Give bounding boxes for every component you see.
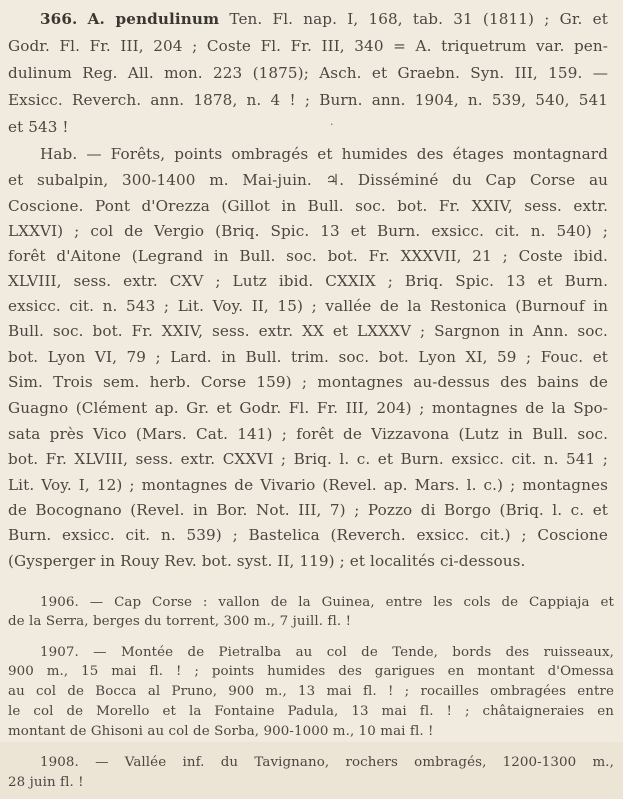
entry-line-3: dulinum Reg. All. mon. 223 (1875); Asch. et Graebn. Syn. III, 159. — <box>8 64 608 82</box>
species-name: A. pendulinum <box>87 10 220 28</box>
habitat-line-15: de Bocognano (Revel. in Bor. Not. III, 7) ; Pozzo di Borgo (Briq. l. c. et <box>8 501 608 519</box>
record-1906-line-1: 1906. — Cap Corse : vallon de la Guinea, entre les cols de Cappiaja et <box>40 595 614 610</box>
habitat-line-17: (Gysperger in Rouy Rev. bot. syst. II, 119) ; et localités ci-dessous. <box>8 552 526 570</box>
habitat-line-3: Coscione. Pont d'Orezza (Gillot in Bull. soc. bot. Fr. XXIV, sess. extr. <box>8 197 608 215</box>
habitat-line-13: bot. Fr. XLVIII, sess. extr. CXXVI ; Briq. l. c. et Burn. exsicc. cit. n. 541 ; <box>8 450 608 468</box>
habitat-line-8: Bull. soc. bot. Fr. XXIV, sess. extr. XX et LXXXV ; Sargnon in Ann. soc. <box>8 322 608 340</box>
record-1907-line-5: montant de Ghisoni au col de Sorba, 900-1000 m., 10 mai fl. ! <box>8 724 434 739</box>
entry-line-1: Ten. Fl. nap. I, 168, tab. 31 (1811) ; Gr. et <box>229 10 608 28</box>
habitat-line-14: Lit. Voy. I, 12) ; montagnes de Vivario (Revel. ap. Mars. l. c.) ; montagnes <box>8 476 608 494</box>
habitat-line-16: Burn. exsicc. cit. n. 539) ; Bastelica (Reverch. exsicc. cit.) ; Coscione <box>8 526 608 544</box>
habitat-line-10: Sim. Trois sem. herb. Corse 159) ; montagnes au-dessus des bains de <box>8 373 608 391</box>
habitat-line-12: sata près Vico (Mars. Cat. 141) ; forêt de Vizzavona (Lutz in Bull. soc. <box>8 425 608 443</box>
habitat-line-5: forêt d'Aitone (Legrand in Bull. soc. bot. Fr. XXXVII, 21 ; Coste ibid. <box>8 247 608 265</box>
habitat-line-6: XLVIII, sess. extr. CXV ; Lutz ibid. CXXIX ; Briq. Spic. 13 et Burn. <box>8 272 608 290</box>
habitat-line-4: LXXVI) ; col de Vergio (Briq. Spic. 13 et Burn. exsicc. cit. n. 540) ; <box>8 222 608 240</box>
entry-line-5: et 543 ! <box>8 118 69 136</box>
record-1907-line-1: 1907. — Montée de Pietralba au col de Tende, bords des ruisseaux, <box>40 645 614 660</box>
habitat-line-1: Hab. — Forêts, points ombragés et humides des étages montagnard <box>40 145 608 163</box>
record-1907-line-4: le col de Morello et la Fontaine Padula, 13 mai fl. ! ; châtaigneraies en <box>8 704 614 719</box>
entry-number: 366. <box>40 10 78 28</box>
habitat-line-9: bot. Lyon VI, 79 ; Lard. in Bull. trim. soc. bot. Lyon XI, 59 ; Fouc. et <box>8 348 608 366</box>
stray-dot: · <box>330 118 334 131</box>
record-1908-line-1: 1908. — Vallée inf. du Tavignano, rochers ombragés, 1200-1300 m., <box>40 755 614 770</box>
record-1906-line-2: de la Serra, berges du torrent, 300 m., 7 juill. fl. ! <box>8 614 352 629</box>
entry-line-2: Godr. Fl. Fr. III, 204 ; Coste Fl. Fr. III, 340 = A. triquetrum var. pen- <box>8 37 608 55</box>
entry-header-line <box>40 8 608 30</box>
entry-line-4: Exsicc. Reverch. ann. 1878, n. 4 ! ; Burn. ann. 1904, n. 539, 540, 541 <box>8 91 608 109</box>
habitat-line-11: Guagno (Clément ap. Gr. et Godr. Fl. Fr. III, 204) ; montagnes de la Spo- <box>8 399 608 417</box>
record-1907-line-3: au col de Bocca al Pruno, 900 m., 13 mai fl. ! ; rocailles ombragées entre <box>8 684 614 699</box>
record-1907-line-2: 900 m., 15 mai fl. ! ; points humides des garigues en montant d'Omessa <box>8 664 614 679</box>
habitat-line-7: exsicc. cit. n. 543 ; Lit. Voy. II, 15) ; vallée de la Restonica (Burnouf in <box>8 297 608 315</box>
record-1908-line-2: 28 juin fl. ! <box>8 775 84 790</box>
habitat-line-2: et subalpin, 300-1400 m. Mai-juin. ♃. Disséminé du Cap Corse au <box>8 171 608 189</box>
